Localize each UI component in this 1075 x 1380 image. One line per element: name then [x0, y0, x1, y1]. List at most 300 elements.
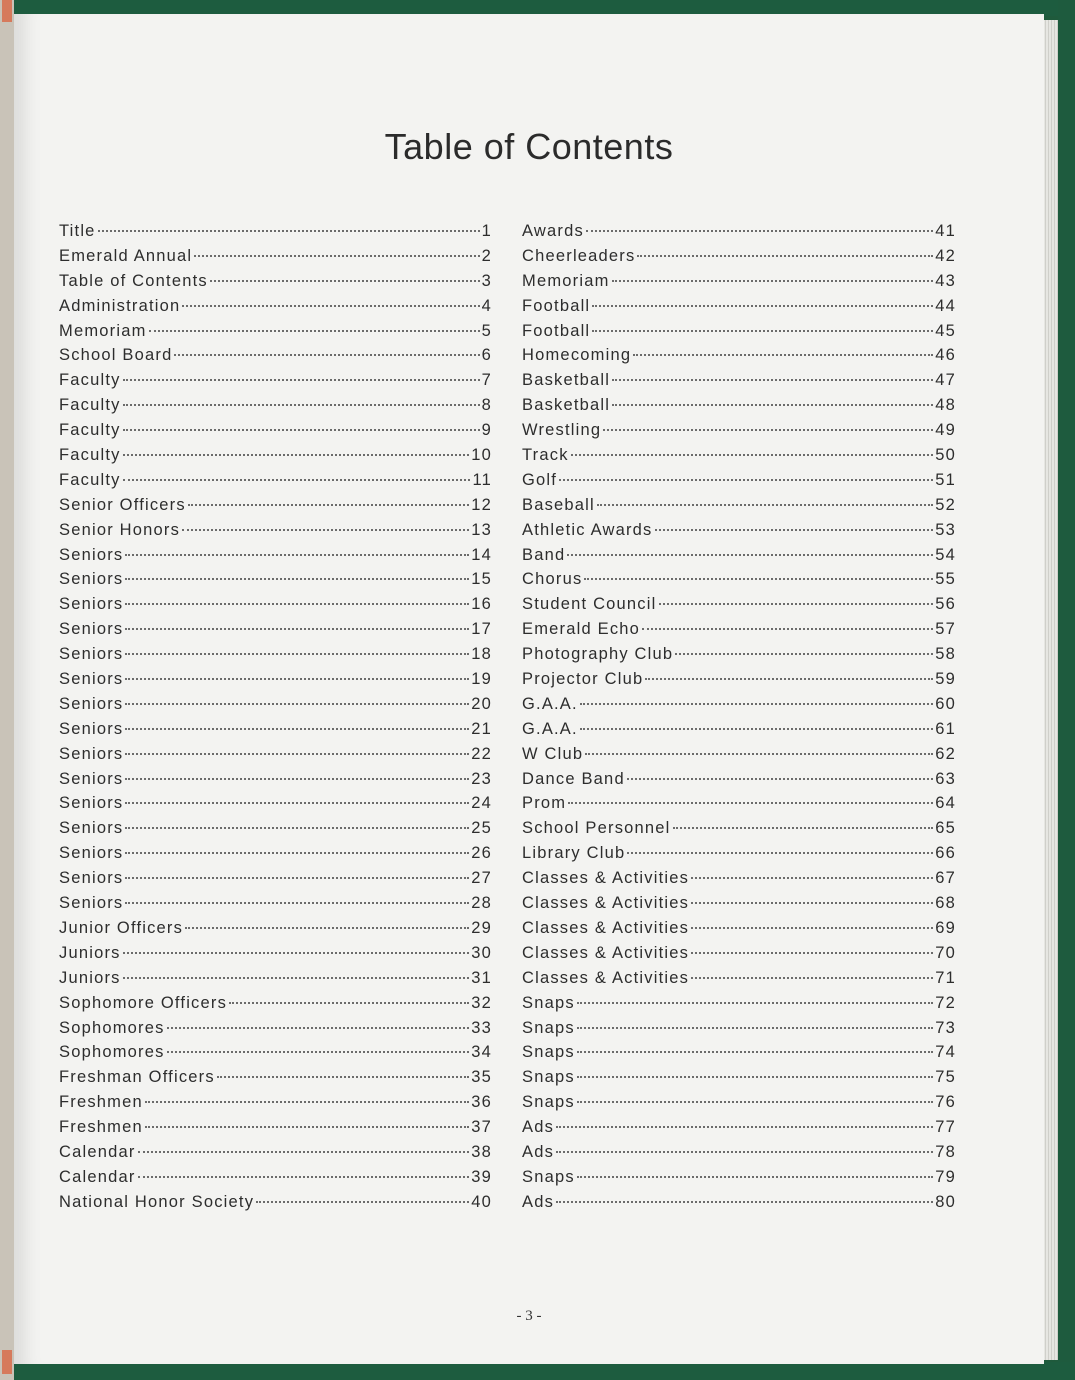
dot-leader — [556, 1126, 933, 1128]
toc-entry-label: Ads — [522, 1142, 555, 1161]
toc-entry — [59, 891, 492, 916]
toc-entry-label: Freshmen — [59, 1093, 143, 1112]
toc-entry — [522, 567, 956, 592]
toc-entry — [522, 816, 956, 841]
toc-entry-label: Faculty — [59, 470, 121, 489]
toc-entry — [59, 941, 492, 966]
dot-leader — [210, 280, 480, 282]
toc-entry-label: Seniors — [59, 694, 124, 713]
toc-entry-label: Cheerleaders — [522, 246, 636, 265]
toc-entry — [59, 966, 492, 991]
toc-entry-page-number: 21 — [471, 719, 492, 738]
dot-leader — [645, 678, 933, 680]
toc-entry — [522, 941, 956, 966]
toc-entry-label: Student Council — [522, 595, 657, 614]
toc-entry-label: Seniors — [59, 545, 124, 564]
toc-entry — [59, 1065, 492, 1090]
toc-entry — [522, 1165, 956, 1190]
toc-entry-page-number: 41 — [935, 222, 956, 240]
toc-entry-label: Senior Officers — [59, 495, 186, 514]
toc-entry-page-number: 77 — [935, 1118, 956, 1137]
page-number: - 3 - — [516, 1308, 542, 1324]
spine-corner-bottom — [2, 1350, 12, 1374]
dot-leader — [627, 852, 933, 854]
toc-entry-page-number: 73 — [935, 1018, 956, 1037]
toc-right-column — [522, 219, 956, 1215]
toc-entry-page-number: 56 — [935, 595, 956, 614]
toc-entry-label: Faculty — [59, 371, 121, 390]
toc-entry-label: Memoriam — [522, 271, 610, 290]
toc-entry-label: Basketball — [522, 396, 611, 415]
dot-leader — [627, 778, 933, 780]
toc-entry — [522, 916, 956, 941]
toc-entry-page-number: 54 — [935, 545, 956, 564]
toc-entry — [522, 393, 956, 418]
toc-entry-label: Classes & Activities — [522, 869, 690, 888]
dot-leader — [138, 1151, 470, 1153]
toc-entry-label: Basketball — [522, 371, 611, 390]
toc-entry-page-number: 28 — [471, 894, 492, 913]
dot-leader — [123, 429, 480, 431]
toc-entry — [522, 742, 956, 767]
toc-entry-label: Faculty — [59, 396, 121, 415]
toc-entry-page-number: 76 — [935, 1093, 956, 1112]
toc-entry-label: G.A.A. — [522, 694, 578, 713]
dot-leader — [568, 802, 933, 804]
toc-entry-page-number: 70 — [935, 943, 956, 962]
dot-leader — [123, 404, 480, 406]
toc-entry-page-number: 72 — [935, 993, 956, 1012]
toc-entry — [59, 269, 492, 294]
toc-entry — [522, 791, 956, 816]
toc-entry — [522, 642, 956, 667]
dot-leader — [125, 578, 469, 580]
toc-entry-label: Seniors — [59, 844, 124, 863]
toc-entry-page-number: 20 — [471, 694, 492, 713]
toc-entry-page-number: 25 — [471, 819, 492, 838]
toc-entry — [522, 692, 956, 717]
toc-entry-page-number: 11 — [472, 470, 492, 489]
toc-entry-label: G.A.A. — [522, 719, 578, 738]
toc-entry — [59, 518, 492, 543]
toc-entry — [59, 1040, 492, 1065]
dot-leader — [125, 827, 469, 829]
dot-leader — [580, 703, 933, 705]
toc-entry-page-number: 6 — [481, 346, 492, 365]
toc-entry-page-number: 27 — [471, 869, 492, 888]
dot-leader — [612, 379, 933, 381]
toc-entry-page-number: 66 — [935, 844, 956, 863]
dot-leader — [125, 603, 469, 605]
toc-entry — [522, 1190, 956, 1215]
toc-entry — [59, 244, 492, 269]
toc-entry-page-number: 35 — [471, 1068, 492, 1087]
toc-entry-label: Memoriam — [59, 321, 147, 340]
toc-entry-page-number: 50 — [935, 446, 956, 465]
toc-entry — [522, 543, 956, 568]
toc-entry-label: Golf — [522, 470, 558, 489]
toc-entry-label: Juniors — [59, 968, 121, 987]
toc-entry-page-number: 23 — [471, 769, 492, 788]
dot-leader — [584, 578, 933, 580]
toc-entry-page-number: 42 — [935, 246, 956, 265]
toc-entry-label: W Club — [522, 744, 584, 763]
dot-leader — [637, 255, 933, 257]
toc-entry — [522, 592, 956, 617]
dot-leader — [691, 927, 933, 929]
toc-entry-label: Football — [522, 321, 591, 340]
toc-entry-page-number: 78 — [935, 1142, 956, 1161]
toc-entry-page-number: 40 — [471, 1192, 492, 1211]
dot-leader — [592, 305, 933, 307]
toc-entry-page-number: 13 — [471, 520, 492, 539]
toc-entry-page-number: 19 — [471, 670, 492, 689]
book-cover-bottom — [0, 1362, 1075, 1380]
toc-entry-label: Administration — [59, 296, 181, 315]
dot-leader — [577, 1101, 933, 1103]
toc-entry — [59, 468, 492, 493]
toc-entry-page-number: 29 — [471, 918, 492, 937]
dot-leader — [256, 1201, 469, 1203]
toc-entry-label: Seniors — [59, 719, 124, 738]
toc-entry — [59, 1016, 492, 1041]
dot-leader — [182, 529, 469, 531]
toc-entry-label: National Honor Society — [59, 1192, 255, 1211]
dot-leader — [655, 529, 934, 531]
toc-entry-page-number: 53 — [935, 520, 956, 539]
toc-entry-label: Seniors — [59, 819, 124, 838]
toc-entry — [59, 443, 492, 468]
dot-leader — [182, 305, 479, 307]
toc-entry-page-number: 4 — [481, 296, 492, 315]
dot-leader — [571, 454, 934, 456]
toc-entry — [59, 1140, 492, 1165]
toc-entry-page-number: 52 — [935, 495, 956, 514]
dot-leader — [603, 429, 933, 431]
toc-entry-page-number: 61 — [935, 719, 956, 738]
dot-leader — [691, 977, 933, 979]
toc-entry — [522, 343, 956, 368]
toc-entry-label: Seniors — [59, 670, 124, 689]
dot-leader — [123, 479, 471, 481]
book-spine — [0, 0, 14, 1380]
toc-entry-label: Snaps — [522, 1068, 575, 1087]
toc-entry — [59, 717, 492, 742]
toc-entry-label: Photography Club — [522, 645, 674, 664]
toc-entry — [522, 1140, 956, 1165]
toc-entry-page-number: 43 — [935, 271, 956, 290]
toc-entry-page-number: 2 — [481, 246, 492, 265]
toc-entry-page-number: 67 — [935, 869, 956, 888]
toc-entry-page-number: 74 — [935, 1043, 956, 1062]
toc-entry-label: Senior Honors — [59, 520, 181, 539]
dot-leader — [580, 728, 933, 730]
dot-leader — [597, 504, 933, 506]
toc-entry-page-number: 44 — [935, 296, 956, 315]
toc-entry-label: Seniors — [59, 595, 124, 614]
toc-entry-label: Seniors — [59, 794, 124, 813]
toc-entry-label: Snaps — [522, 1018, 575, 1037]
dot-leader — [125, 728, 469, 730]
toc-entry-label: Projector Club — [522, 670, 644, 689]
toc-entry — [522, 418, 956, 443]
dot-leader — [174, 354, 479, 356]
toc-entry — [59, 1190, 492, 1215]
toc-entry-page-number: 68 — [935, 894, 956, 913]
toc-entry — [59, 866, 492, 891]
dot-leader — [125, 802, 469, 804]
toc-entry-label: Awards — [522, 222, 584, 240]
toc-entry-label: Homecoming — [522, 346, 632, 365]
toc-entry-page-number: 30 — [471, 943, 492, 962]
toc-entry-label: Calendar — [59, 1167, 136, 1186]
toc-entry-page-number: 71 — [935, 968, 956, 987]
toc-entry-page-number: 55 — [935, 570, 956, 589]
dot-leader — [691, 902, 933, 904]
toc-entry-label: Athletic Awards — [522, 520, 653, 539]
dot-leader — [167, 1027, 470, 1029]
toc-entry-label: Table of Contents — [59, 271, 208, 290]
dot-leader — [125, 554, 469, 556]
toc-entry — [522, 617, 956, 642]
dot-leader — [675, 653, 933, 655]
dot-leader — [145, 1126, 469, 1128]
toc-entry-label: Snaps — [522, 1167, 575, 1186]
toc-entry-page-number: 64 — [935, 794, 956, 813]
toc-entry — [522, 518, 956, 543]
dot-leader — [691, 877, 933, 879]
toc-entry-page-number: 47 — [935, 371, 956, 390]
toc-entry — [59, 991, 492, 1016]
toc-entry-page-number: 80 — [935, 1192, 956, 1211]
toc-entry-page-number: 69 — [935, 918, 956, 937]
toc-entry-label: School Board — [59, 346, 173, 365]
dot-leader — [138, 1176, 470, 1178]
toc-entry-page-number: 33 — [471, 1018, 492, 1037]
toc-entry-label: Seniors — [59, 744, 124, 763]
dot-leader — [125, 877, 469, 879]
toc-entry-label: Emerald Annual — [59, 246, 193, 265]
toc-entry-page-number: 75 — [935, 1068, 956, 1087]
toc-entry — [59, 294, 492, 319]
toc-entry-page-number: 5 — [481, 321, 492, 340]
toc-entry — [59, 592, 492, 617]
toc-entry-page-number: 17 — [471, 620, 492, 639]
toc-entry-page-number: 8 — [481, 396, 492, 415]
dot-leader — [149, 330, 480, 332]
toc-entry-label: Seniors — [59, 769, 124, 788]
toc-entry — [522, 269, 956, 294]
toc-entry-label: Baseball — [522, 495, 595, 514]
toc-entry-page-number: 24 — [471, 794, 492, 813]
toc-entry-label: Classes & Activities — [522, 918, 690, 937]
dot-leader — [556, 1151, 933, 1153]
toc-entry-label: Track — [522, 446, 569, 465]
dot-leader — [185, 927, 469, 929]
dot-leader — [585, 753, 933, 755]
toc-entry — [522, 891, 956, 916]
dot-leader — [123, 952, 470, 954]
toc-entry-label: Sophomores — [59, 1018, 165, 1037]
toc-entry-page-number: 59 — [935, 670, 956, 689]
page-title: Table of Contents — [384, 126, 674, 167]
toc-entry — [522, 244, 956, 269]
toc-entry — [522, 966, 956, 991]
toc-entry — [522, 1090, 956, 1115]
dot-leader — [229, 1002, 469, 1004]
dot-leader — [194, 255, 479, 257]
toc-entry — [59, 767, 492, 792]
toc-entry-label: Prom — [522, 794, 567, 813]
dot-leader — [577, 1051, 933, 1053]
toc-entry — [522, 1065, 956, 1090]
toc-entry — [522, 1016, 956, 1041]
dot-leader — [125, 753, 469, 755]
dot-leader — [559, 479, 933, 481]
toc-entry-label: Snaps — [522, 1043, 575, 1062]
dot-leader — [567, 554, 933, 556]
toc-entry — [522, 767, 956, 792]
spine-corner-top — [2, 0, 12, 22]
book-cover-right — [1058, 0, 1075, 1380]
toc-entry-label: Faculty — [59, 421, 121, 440]
dot-leader — [612, 280, 934, 282]
toc-entry — [59, 418, 492, 443]
toc-entry — [522, 493, 956, 518]
dot-leader — [659, 603, 934, 605]
dot-leader — [145, 1101, 469, 1103]
dot-leader — [577, 1076, 933, 1078]
toc-entry-label: Snaps — [522, 1093, 575, 1112]
toc-entry-label: Ads — [522, 1192, 555, 1211]
dot-leader — [125, 703, 469, 705]
toc-entry — [59, 916, 492, 941]
toc-entry-page-number: 12 — [471, 495, 492, 514]
toc-entry — [59, 791, 492, 816]
dot-leader — [125, 902, 469, 904]
toc-entry — [522, 468, 956, 493]
toc-entry-label: Junior Officers — [59, 918, 184, 937]
toc-entry-page-number: 79 — [935, 1167, 956, 1186]
toc-entry — [522, 717, 956, 742]
toc-entry-label: Classes & Activities — [522, 943, 690, 962]
toc-entry-label: Seniors — [59, 894, 124, 913]
dot-leader — [577, 1027, 933, 1029]
toc-entry — [522, 1115, 956, 1140]
dot-leader — [217, 1076, 469, 1078]
toc-entry-label: Wrestling — [522, 421, 602, 440]
dot-leader — [167, 1051, 470, 1053]
toc-entry-page-number: 32 — [471, 993, 492, 1012]
toc-entry-label: Title — [59, 222, 96, 240]
dot-leader — [188, 504, 469, 506]
toc-entry-page-number: 60 — [935, 694, 956, 713]
toc-entry-page-number: 63 — [935, 769, 956, 788]
toc-entry — [59, 368, 492, 393]
toc-entry-page-number: 46 — [935, 346, 956, 365]
dot-leader — [98, 230, 480, 232]
toc-entry-page-number: 49 — [935, 421, 956, 440]
toc-entry-page-number: 10 — [471, 446, 492, 465]
toc-entry-label: Emerald Echo — [522, 620, 641, 639]
dot-leader — [123, 454, 470, 456]
toc-entry-page-number: 15 — [471, 570, 492, 589]
toc-entry — [59, 393, 492, 418]
toc-entry-label: Calendar — [59, 1142, 136, 1161]
toc-entry — [522, 443, 956, 468]
toc-entry — [59, 493, 492, 518]
toc-entry-label: Sophomore Officers — [59, 993, 228, 1012]
toc-entry — [59, 667, 492, 692]
toc-entry — [522, 866, 956, 891]
toc-entry-label: Seniors — [59, 620, 124, 639]
toc-entry — [59, 617, 492, 642]
toc-entry-label: Band — [522, 545, 566, 564]
toc-entry — [522, 991, 956, 1016]
dot-leader — [123, 977, 470, 979]
toc-entry-label: Seniors — [59, 645, 124, 664]
toc-left-column — [59, 219, 492, 1215]
toc-entry-page-number: 51 — [935, 470, 956, 489]
toc-entry-label: Sophomores — [59, 1043, 165, 1062]
toc-entry-label: Freshmen — [59, 1118, 143, 1137]
toc-entry-page-number: 37 — [471, 1118, 492, 1137]
toc-entry-page-number: 7 — [481, 371, 492, 390]
toc-entry-page-number: 31 — [471, 968, 492, 987]
toc-entry-page-number: 9 — [481, 421, 492, 440]
toc-entry — [522, 219, 956, 244]
dot-leader — [691, 952, 933, 954]
toc-entry — [59, 343, 492, 368]
dot-leader — [612, 404, 933, 406]
dot-leader — [577, 1002, 933, 1004]
toc-entry-page-number: 34 — [471, 1043, 492, 1062]
dot-leader — [556, 1201, 933, 1203]
toc-entry — [59, 841, 492, 866]
toc-entry — [59, 1115, 492, 1140]
toc-entry — [59, 1090, 492, 1115]
toc-entry — [59, 219, 492, 244]
toc-entry-label: School Personnel — [522, 819, 671, 838]
toc-entry — [522, 294, 956, 319]
toc-entry-page-number: 18 — [471, 645, 492, 664]
toc-entry — [522, 841, 956, 866]
toc-entry-page-number: 26 — [471, 844, 492, 863]
toc-entry-label: Ads — [522, 1118, 555, 1137]
toc-entry-page-number: 62 — [935, 744, 956, 763]
toc-entry-label: Faculty — [59, 446, 121, 465]
dot-leader — [673, 827, 934, 829]
toc-entry-page-number: 1 — [481, 222, 492, 240]
toc-entry-label: Library Club — [522, 844, 626, 863]
dot-leader — [642, 628, 933, 630]
toc-entry-page-number: 57 — [935, 620, 956, 639]
dot-leader — [586, 230, 933, 232]
toc-entry-label: Freshman Officers — [59, 1068, 215, 1087]
toc-entry-page-number: 14 — [471, 545, 492, 564]
toc-entry-label: Classes & Activities — [522, 968, 690, 987]
toc-entry-label: Seniors — [59, 869, 124, 888]
dot-leader — [123, 379, 480, 381]
dot-leader — [125, 678, 469, 680]
toc-entry — [59, 742, 492, 767]
toc-entry-page-number: 58 — [935, 645, 956, 664]
toc-entry-page-number: 36 — [471, 1093, 492, 1112]
toc-entry-page-number: 38 — [471, 1142, 492, 1161]
toc-entry — [59, 692, 492, 717]
toc-entry — [522, 1040, 956, 1065]
toc-entry-label: Snaps — [522, 993, 575, 1012]
